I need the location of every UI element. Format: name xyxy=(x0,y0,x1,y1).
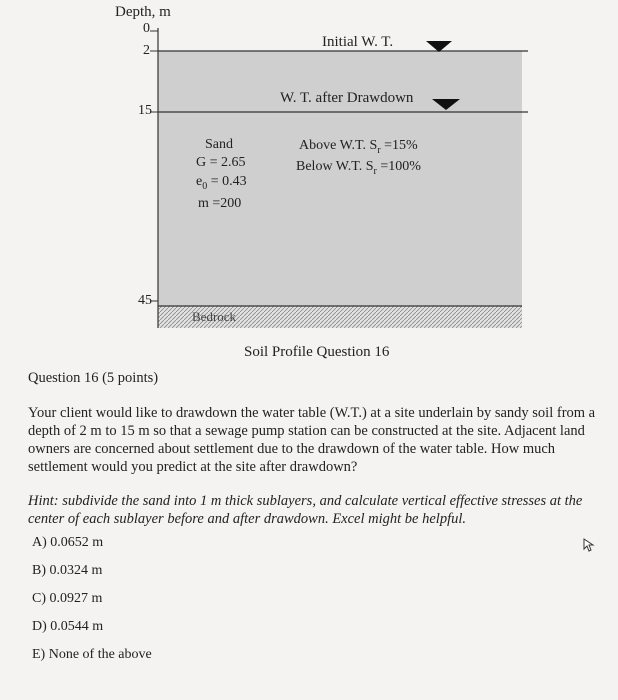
mouse-cursor-icon xyxy=(583,538,595,552)
diagram-caption: Soil Profile Question 16 xyxy=(244,344,390,360)
soil-specific-gravity: G = 2.65 xyxy=(196,155,246,170)
soil-compressibility: m =200 xyxy=(198,196,242,211)
depth-tick-label-2: 2 xyxy=(143,43,150,58)
saturation-below: Below W.T. $S_r =100\%$ xyxy=(296,159,421,177)
question-header: Question 16 (5 points) xyxy=(28,370,159,386)
option-c[interactable]: C) 0.0927 m xyxy=(32,591,103,606)
question-body: Your client would like to drawdown the water table (W.T.) at a site underlain by sandy soil from a depth of 2 m to 15 m so that a sewage pump station can be constructed at the site. Adjacent land owners are concerned about settlement due to the drawdown of the water table. How much settlement would you predict at the site after drawdown? xyxy=(28,405,596,475)
question-hint: Hint: subdivide the sand into 1 m thick sublayers, and calculate vertical effective stresses at the center of each sublayer before and after drawdown. Excel might be helpful. xyxy=(28,493,583,527)
drawdown-wt-label: W. T. after Drawdown xyxy=(280,90,414,106)
depth-tick-label-45: 45 xyxy=(138,293,152,308)
depth-tick-label-15: 15 xyxy=(138,103,152,118)
soil-void-ratio: $e_0 = 0.43$ xyxy=(196,174,247,192)
depth-axis-label: Depth, m xyxy=(115,4,171,20)
soil-name: Sand xyxy=(205,137,233,152)
bedrock-label: Bedrock xyxy=(192,309,237,324)
option-a[interactable]: A) 0.0652 m xyxy=(32,535,104,550)
depth-tick-label-0: 0 xyxy=(143,21,150,36)
option-b[interactable]: B) 0.0324 m xyxy=(32,563,103,578)
saturation-above: Above W.T. $S_r =15\%$ xyxy=(299,138,418,156)
initial-wt-label: Initial W. T. xyxy=(322,34,394,50)
option-d[interactable]: D) 0.0544 m xyxy=(32,619,104,634)
option-e[interactable]: E) None of the above xyxy=(32,647,152,662)
